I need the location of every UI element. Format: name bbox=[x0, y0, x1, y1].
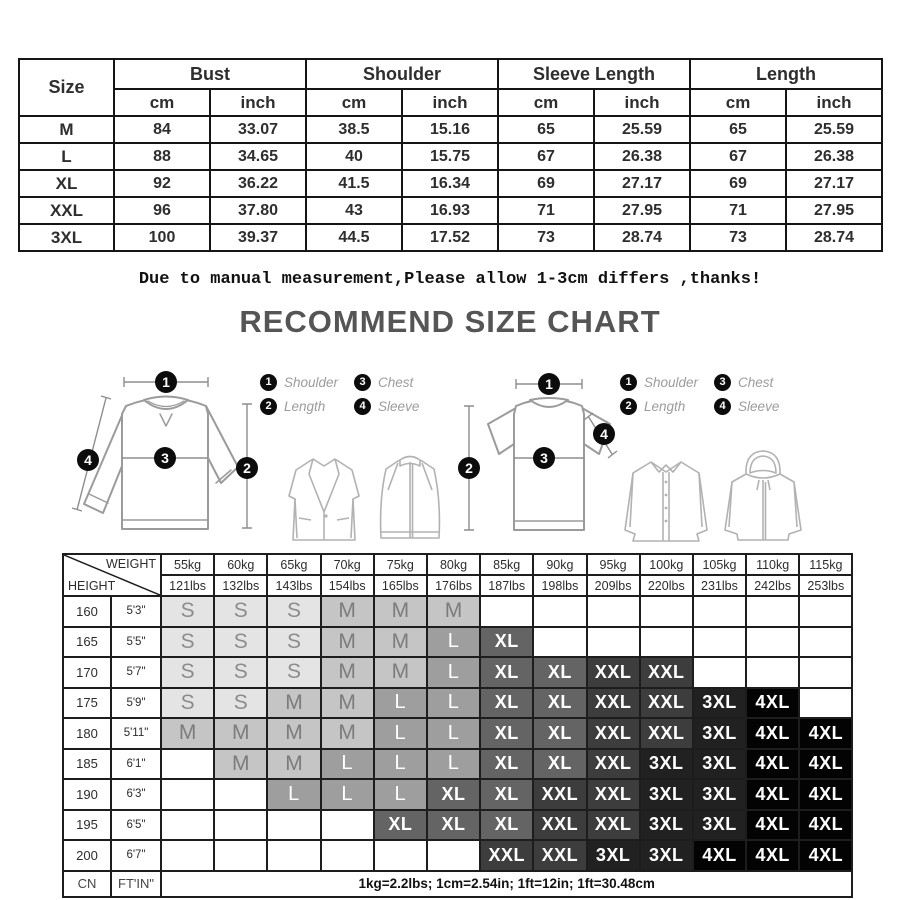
size-cell: L bbox=[427, 657, 480, 688]
measurement-value-cell: 25.59 bbox=[594, 116, 690, 143]
weight-kg-cell: 70kg bbox=[321, 554, 374, 575]
measure-legend-right bbox=[620, 374, 779, 415]
size-cell: XXL bbox=[640, 718, 693, 749]
size-cell-empty bbox=[799, 627, 852, 658]
zip-jacket-sketch bbox=[368, 448, 453, 546]
weight-kg-cell: 110kg bbox=[746, 554, 799, 575]
size-cell: S bbox=[161, 688, 214, 719]
measurement-value-cell: 25.59 bbox=[786, 116, 882, 143]
size-cell-empty bbox=[587, 596, 640, 627]
weight-lbs-cell: 154lbs bbox=[321, 575, 374, 596]
size-label-cell: L bbox=[19, 143, 114, 170]
height-cn-cell: 165 bbox=[63, 627, 111, 658]
measure-group-header: Length bbox=[690, 59, 882, 89]
size-cell: S bbox=[267, 596, 320, 627]
legend-label: Chest bbox=[378, 375, 414, 390]
size-cell-empty bbox=[214, 779, 267, 810]
measurement-value-cell: 65 bbox=[690, 116, 786, 143]
legend-item-shoulder bbox=[260, 374, 338, 391]
weight-lbs-cell: 209lbs bbox=[587, 575, 640, 596]
legend-number-badge: 3 bbox=[354, 374, 371, 391]
legend-number-badge: 1 bbox=[620, 374, 637, 391]
size-cell: M bbox=[214, 749, 267, 780]
size-cell: XXL bbox=[640, 657, 693, 688]
matrix-footer-row bbox=[63, 871, 852, 897]
unit-inch-header: inch bbox=[402, 89, 498, 116]
measurement-value-cell: 69 bbox=[498, 170, 594, 197]
legend-number-badge: 4 bbox=[354, 398, 371, 415]
size-cell-empty bbox=[161, 779, 214, 810]
measurement-value-cell: 15.75 bbox=[402, 143, 498, 170]
measurement-value-cell: 73 bbox=[690, 224, 786, 251]
size-cell: 3XL bbox=[693, 779, 746, 810]
size-cell: L bbox=[427, 718, 480, 749]
size-matrix-table bbox=[62, 553, 853, 898]
size-cell: XL bbox=[533, 657, 586, 688]
measure-legend-left bbox=[260, 374, 419, 415]
legend-label: Sleeve bbox=[738, 399, 780, 414]
size-cell: 4XL bbox=[746, 840, 799, 871]
size-cell: S bbox=[214, 596, 267, 627]
weight-kg-cell: 60kg bbox=[214, 554, 267, 575]
height-ftin-cell: 6'1" bbox=[111, 749, 161, 780]
unit-cm-header: cm bbox=[690, 89, 786, 116]
measure-point-shoulder-badge: 1 bbox=[155, 371, 177, 393]
measurement-value-cell: 33.07 bbox=[210, 116, 306, 143]
size-cell: XL bbox=[480, 688, 533, 719]
weight-kg-cell: 55kg bbox=[161, 554, 214, 575]
size-cell: S bbox=[161, 596, 214, 627]
size-cell: XXL bbox=[533, 810, 586, 841]
size-column-header: Size bbox=[19, 59, 114, 116]
size-cell: S bbox=[161, 627, 214, 658]
height-ftin-cell: 5'3" bbox=[111, 596, 161, 627]
size-cell-empty bbox=[374, 840, 427, 871]
size-cell: XL bbox=[480, 749, 533, 780]
weight-kg-cell: 100kg bbox=[640, 554, 693, 575]
weight-lbs-cell: 143lbs bbox=[267, 575, 320, 596]
size-cell: XXL bbox=[533, 840, 586, 871]
size-cell: L bbox=[427, 627, 480, 658]
legend-number-badge: 2 bbox=[620, 398, 637, 415]
size-cell: 4XL bbox=[799, 718, 852, 749]
weight-lbs-cell: 176lbs bbox=[427, 575, 480, 596]
legend-item-chest bbox=[354, 374, 419, 391]
size-cell-empty bbox=[640, 627, 693, 658]
size-cell: 3XL bbox=[693, 749, 746, 780]
size-cell: 3XL bbox=[640, 779, 693, 810]
unit-header-row bbox=[19, 89, 882, 116]
size-cell: S bbox=[214, 657, 267, 688]
height-cn-cell: 170 bbox=[63, 657, 111, 688]
measurement-value-cell: 34.65 bbox=[210, 143, 306, 170]
weight-lbs-cell: 187lbs bbox=[480, 575, 533, 596]
measurement-value-cell: 84 bbox=[114, 116, 210, 143]
legend-number-badge: 2 bbox=[260, 398, 277, 415]
weight-lbs-cell: 165lbs bbox=[374, 575, 427, 596]
measurement-value-cell: 71 bbox=[498, 197, 594, 224]
height-cn-cell: 190 bbox=[63, 779, 111, 810]
measurement-row bbox=[19, 197, 882, 224]
measure-point-sleeve-badge: 4 bbox=[593, 423, 615, 445]
size-cell: L bbox=[427, 749, 480, 780]
size-cell: M bbox=[427, 596, 480, 627]
size-cell-empty bbox=[321, 840, 374, 871]
size-cell-empty bbox=[267, 840, 320, 871]
measurement-row bbox=[19, 116, 882, 143]
size-cell: XL bbox=[480, 657, 533, 688]
height-cn-cell: 195 bbox=[63, 810, 111, 841]
size-cell: XXL bbox=[533, 779, 586, 810]
size-cell: M bbox=[321, 718, 374, 749]
weight-lbs-cell: 253lbs bbox=[799, 575, 852, 596]
measurement-value-cell: 27.17 bbox=[594, 170, 690, 197]
height-cn-cell: 160 bbox=[63, 596, 111, 627]
size-cell: 4XL bbox=[746, 810, 799, 841]
size-cell-empty bbox=[640, 596, 693, 627]
size-cell: XL bbox=[480, 810, 533, 841]
size-cell-empty bbox=[533, 627, 586, 658]
measurement-value-cell: 37.80 bbox=[210, 197, 306, 224]
size-cell-empty bbox=[746, 657, 799, 688]
height-ftin-cell: 5'11" bbox=[111, 718, 161, 749]
measure-point-shoulder-badge: 1 bbox=[538, 373, 560, 395]
size-cell: L bbox=[374, 688, 427, 719]
measurement-value-cell: 73 bbox=[498, 224, 594, 251]
measurement-value-cell: 67 bbox=[690, 143, 786, 170]
measurement-value-cell: 65 bbox=[498, 116, 594, 143]
size-cell: 4XL bbox=[746, 688, 799, 719]
footer-ftin-cell: FT'IN" bbox=[111, 871, 161, 897]
legend-label: Shoulder bbox=[644, 375, 699, 390]
weight-lbs-cell: 121lbs bbox=[161, 575, 214, 596]
corner-weight-label: WEIGHT bbox=[106, 557, 156, 571]
size-cell-empty bbox=[799, 596, 852, 627]
size-cell-empty bbox=[693, 627, 746, 658]
unit-cm-header: cm bbox=[306, 89, 402, 116]
size-cell: XXL bbox=[640, 688, 693, 719]
weight-kg-row bbox=[63, 554, 852, 575]
height-ftin-cell: 6'5" bbox=[111, 810, 161, 841]
size-cell-empty bbox=[214, 810, 267, 841]
size-cell: XXL bbox=[587, 657, 640, 688]
legend-label: Shoulder bbox=[284, 375, 339, 390]
measurement-value-cell: 88 bbox=[114, 143, 210, 170]
size-cell: 3XL bbox=[640, 840, 693, 871]
size-label-cell: 3XL bbox=[19, 224, 114, 251]
size-cell: 3XL bbox=[640, 749, 693, 780]
weight-height-corner bbox=[63, 554, 161, 596]
height-ftin-cell: 6'3" bbox=[111, 779, 161, 810]
size-cell: XXL bbox=[587, 779, 640, 810]
measurement-value-cell: 17.52 bbox=[402, 224, 498, 251]
weight-lbs-row bbox=[63, 575, 852, 596]
size-cell: 4XL bbox=[746, 779, 799, 810]
size-cell-empty bbox=[214, 840, 267, 871]
legend-label: Length bbox=[284, 399, 326, 414]
weight-kg-cell: 90kg bbox=[533, 554, 586, 575]
measurement-value-cell: 40 bbox=[306, 143, 402, 170]
height-cn-cell: 175 bbox=[63, 688, 111, 719]
legend-label: Length bbox=[644, 399, 686, 414]
measure-group-header: Sleeve Length bbox=[498, 59, 690, 89]
height-ftin-cell: 5'9" bbox=[111, 688, 161, 719]
weight-kg-cell: 80kg bbox=[427, 554, 480, 575]
size-cell: XL bbox=[374, 810, 427, 841]
legend-item-chest bbox=[714, 374, 779, 391]
measurement-row bbox=[19, 143, 882, 170]
size-cell: S bbox=[161, 657, 214, 688]
size-cell: 4XL bbox=[799, 810, 852, 841]
measurement-note: Due to manual measurement,Please allow 1-3cm differs ,thanks! bbox=[138, 270, 762, 289]
height-ftin-cell: 5'5" bbox=[111, 627, 161, 658]
size-cell-empty bbox=[427, 840, 480, 871]
size-cell-empty bbox=[693, 596, 746, 627]
height-row bbox=[63, 718, 852, 749]
size-cell: M bbox=[267, 718, 320, 749]
size-cell: 3XL bbox=[693, 688, 746, 719]
measurement-value-cell: 69 bbox=[690, 170, 786, 197]
weight-lbs-cell: 231lbs bbox=[693, 575, 746, 596]
size-cell: 4XL bbox=[799, 779, 852, 810]
measurement-value-cell: 27.95 bbox=[594, 197, 690, 224]
weight-kg-cell: 105kg bbox=[693, 554, 746, 575]
legend-number-badge: 3 bbox=[714, 374, 731, 391]
measure-point-length-badge: 2 bbox=[458, 457, 480, 479]
size-cell: S bbox=[267, 627, 320, 658]
height-cn-cell: 185 bbox=[63, 749, 111, 780]
size-label-cell: XXL bbox=[19, 197, 114, 224]
height-row bbox=[63, 749, 852, 780]
size-cell: L bbox=[321, 749, 374, 780]
measurement-value-cell: 43 bbox=[306, 197, 402, 224]
size-cell: XXL bbox=[480, 840, 533, 871]
legend-label: Sleeve bbox=[378, 399, 420, 414]
measurement-value-cell: 67 bbox=[498, 143, 594, 170]
size-cell-empty bbox=[799, 657, 852, 688]
size-cell: 4XL bbox=[693, 840, 746, 871]
height-ftin-cell: 5'7" bbox=[111, 657, 161, 688]
measurement-value-cell: 28.74 bbox=[786, 224, 882, 251]
corner-height-label: HEIGHT bbox=[68, 579, 116, 593]
measurement-value-cell: 27.17 bbox=[786, 170, 882, 197]
size-cell: M bbox=[374, 657, 427, 688]
size-cell-empty bbox=[746, 627, 799, 658]
size-cell: M bbox=[161, 718, 214, 749]
measure-group-header: Shoulder bbox=[306, 59, 498, 89]
measurement-value-cell: 36.22 bbox=[210, 170, 306, 197]
measure-point-sleeve-badge: 4 bbox=[77, 449, 99, 471]
size-cell: XL bbox=[480, 627, 533, 658]
size-cell: XL bbox=[427, 810, 480, 841]
measure-group-header: Bust bbox=[114, 59, 306, 89]
measure-point-length-badge: 2 bbox=[236, 457, 258, 479]
unit-cm-header: cm bbox=[498, 89, 594, 116]
size-cell-empty bbox=[161, 810, 214, 841]
measurement-value-cell: 28.74 bbox=[594, 224, 690, 251]
measurement-value-cell: 44.5 bbox=[306, 224, 402, 251]
height-row bbox=[63, 840, 852, 871]
size-cell-empty bbox=[799, 688, 852, 719]
size-cell-empty bbox=[161, 749, 214, 780]
legend-number-badge: 4 bbox=[714, 398, 731, 415]
recommend-size-chart-title: RECOMMEND SIZE CHART bbox=[239, 304, 661, 339]
size-label-cell: M bbox=[19, 116, 114, 143]
measure-point-chest-badge: 3 bbox=[533, 447, 555, 469]
size-cell: XXL bbox=[587, 688, 640, 719]
unit-inch-header: inch bbox=[210, 89, 306, 116]
measurement-row bbox=[19, 170, 882, 197]
size-cell: XL bbox=[480, 779, 533, 810]
size-cell: XL bbox=[533, 688, 586, 719]
measure-point-chest-badge: 3 bbox=[154, 447, 176, 469]
weight-kg-cell: 115kg bbox=[799, 554, 852, 575]
size-cell: L bbox=[374, 779, 427, 810]
measurement-value-cell: 16.93 bbox=[402, 197, 498, 224]
size-cell: XL bbox=[480, 718, 533, 749]
weight-lbs-cell: 220lbs bbox=[640, 575, 693, 596]
measurement-value-cell: 71 bbox=[690, 197, 786, 224]
weight-lbs-cell: 132lbs bbox=[214, 575, 267, 596]
size-cell-empty bbox=[321, 810, 374, 841]
size-cell-empty bbox=[480, 596, 533, 627]
size-cell: XXL bbox=[587, 718, 640, 749]
legend-number-badge: 1 bbox=[260, 374, 277, 391]
size-cell: XL bbox=[427, 779, 480, 810]
measurement-value-cell: 27.95 bbox=[786, 197, 882, 224]
size-cell: 4XL bbox=[799, 840, 852, 871]
legend-label: Chest bbox=[738, 375, 774, 390]
size-cell: S bbox=[214, 688, 267, 719]
size-cell: 3XL bbox=[693, 810, 746, 841]
size-cell: M bbox=[267, 688, 320, 719]
height-cn-cell: 180 bbox=[63, 718, 111, 749]
size-cell-empty bbox=[587, 627, 640, 658]
size-cell: 3XL bbox=[587, 840, 640, 871]
measurement-value-cell: 16.34 bbox=[402, 170, 498, 197]
size-cell: 4XL bbox=[746, 718, 799, 749]
size-cell: XXL bbox=[587, 810, 640, 841]
measurement-table bbox=[18, 58, 883, 252]
height-row bbox=[63, 779, 852, 810]
size-cell: 3XL bbox=[693, 718, 746, 749]
measurement-value-cell: 92 bbox=[114, 170, 210, 197]
measurement-value-cell: 41.5 bbox=[306, 170, 402, 197]
size-cell: M bbox=[267, 749, 320, 780]
footer-cn-cell: CN bbox=[63, 871, 111, 897]
measurement-value-cell: 26.38 bbox=[594, 143, 690, 170]
size-cell: M bbox=[321, 657, 374, 688]
size-cell: S bbox=[214, 627, 267, 658]
measurement-value-cell: 38.5 bbox=[306, 116, 402, 143]
size-cell: XXL bbox=[587, 749, 640, 780]
size-cell-empty bbox=[161, 840, 214, 871]
size-cell-empty bbox=[746, 596, 799, 627]
measurement-value-cell: 26.38 bbox=[786, 143, 882, 170]
height-ftin-cell: 6'7" bbox=[111, 840, 161, 871]
measurement-value-cell: 100 bbox=[114, 224, 210, 251]
size-cell: L bbox=[267, 779, 320, 810]
unit-inch-header: inch bbox=[594, 89, 690, 116]
size-cell: M bbox=[321, 596, 374, 627]
unit-inch-header: inch bbox=[786, 89, 882, 116]
size-cell: L bbox=[374, 749, 427, 780]
height-row bbox=[63, 657, 852, 688]
size-cell: M bbox=[321, 688, 374, 719]
size-cell: M bbox=[374, 627, 427, 658]
sweatshirt-measure-diagram bbox=[60, 362, 275, 548]
size-cell: M bbox=[321, 627, 374, 658]
weight-lbs-cell: 242lbs bbox=[746, 575, 799, 596]
weight-kg-cell: 65kg bbox=[267, 554, 320, 575]
size-cell: S bbox=[267, 657, 320, 688]
measurement-value-cell: 39.37 bbox=[210, 224, 306, 251]
size-cell-empty bbox=[267, 810, 320, 841]
button-shirt-sketch bbox=[620, 452, 715, 546]
size-cell: L bbox=[374, 718, 427, 749]
size-cell: 4XL bbox=[746, 749, 799, 780]
legend-item-length bbox=[260, 398, 338, 415]
size-cell: L bbox=[427, 688, 480, 719]
size-cell: M bbox=[214, 718, 267, 749]
measurement-row bbox=[19, 224, 882, 251]
measurement-value-cell: 96 bbox=[114, 197, 210, 224]
legend-item-length bbox=[620, 398, 698, 415]
height-row bbox=[63, 688, 852, 719]
size-cell: 4XL bbox=[799, 749, 852, 780]
unit-cm-header: cm bbox=[114, 89, 210, 116]
size-cell: XL bbox=[533, 718, 586, 749]
weight-lbs-cell: 198lbs bbox=[533, 575, 586, 596]
measurement-header-row bbox=[19, 59, 882, 89]
size-cell: M bbox=[374, 596, 427, 627]
conversion-cell: 1kg=2.2lbs; 1cm=2.54in; 1ft=12in; 1ft=30.48cm bbox=[161, 871, 852, 897]
hoodie-sketch bbox=[716, 444, 811, 546]
weight-kg-cell: 85kg bbox=[480, 554, 533, 575]
measurement-value-cell: 15.16 bbox=[402, 116, 498, 143]
size-cell-empty bbox=[533, 596, 586, 627]
legend-item-sleeve bbox=[714, 398, 779, 415]
legend-item-shoulder bbox=[620, 374, 698, 391]
height-row bbox=[63, 627, 852, 658]
weight-kg-cell: 95kg bbox=[587, 554, 640, 575]
weight-kg-cell: 75kg bbox=[374, 554, 427, 575]
blazer-sketch bbox=[282, 450, 367, 548]
height-row bbox=[63, 596, 852, 627]
height-cn-cell: 200 bbox=[63, 840, 111, 871]
size-cell-empty bbox=[693, 657, 746, 688]
size-cell: 3XL bbox=[640, 810, 693, 841]
size-cell: XL bbox=[533, 749, 586, 780]
size-label-cell: XL bbox=[19, 170, 114, 197]
size-cell: L bbox=[321, 779, 374, 810]
height-row bbox=[63, 810, 852, 841]
legend-item-sleeve bbox=[354, 398, 419, 415]
